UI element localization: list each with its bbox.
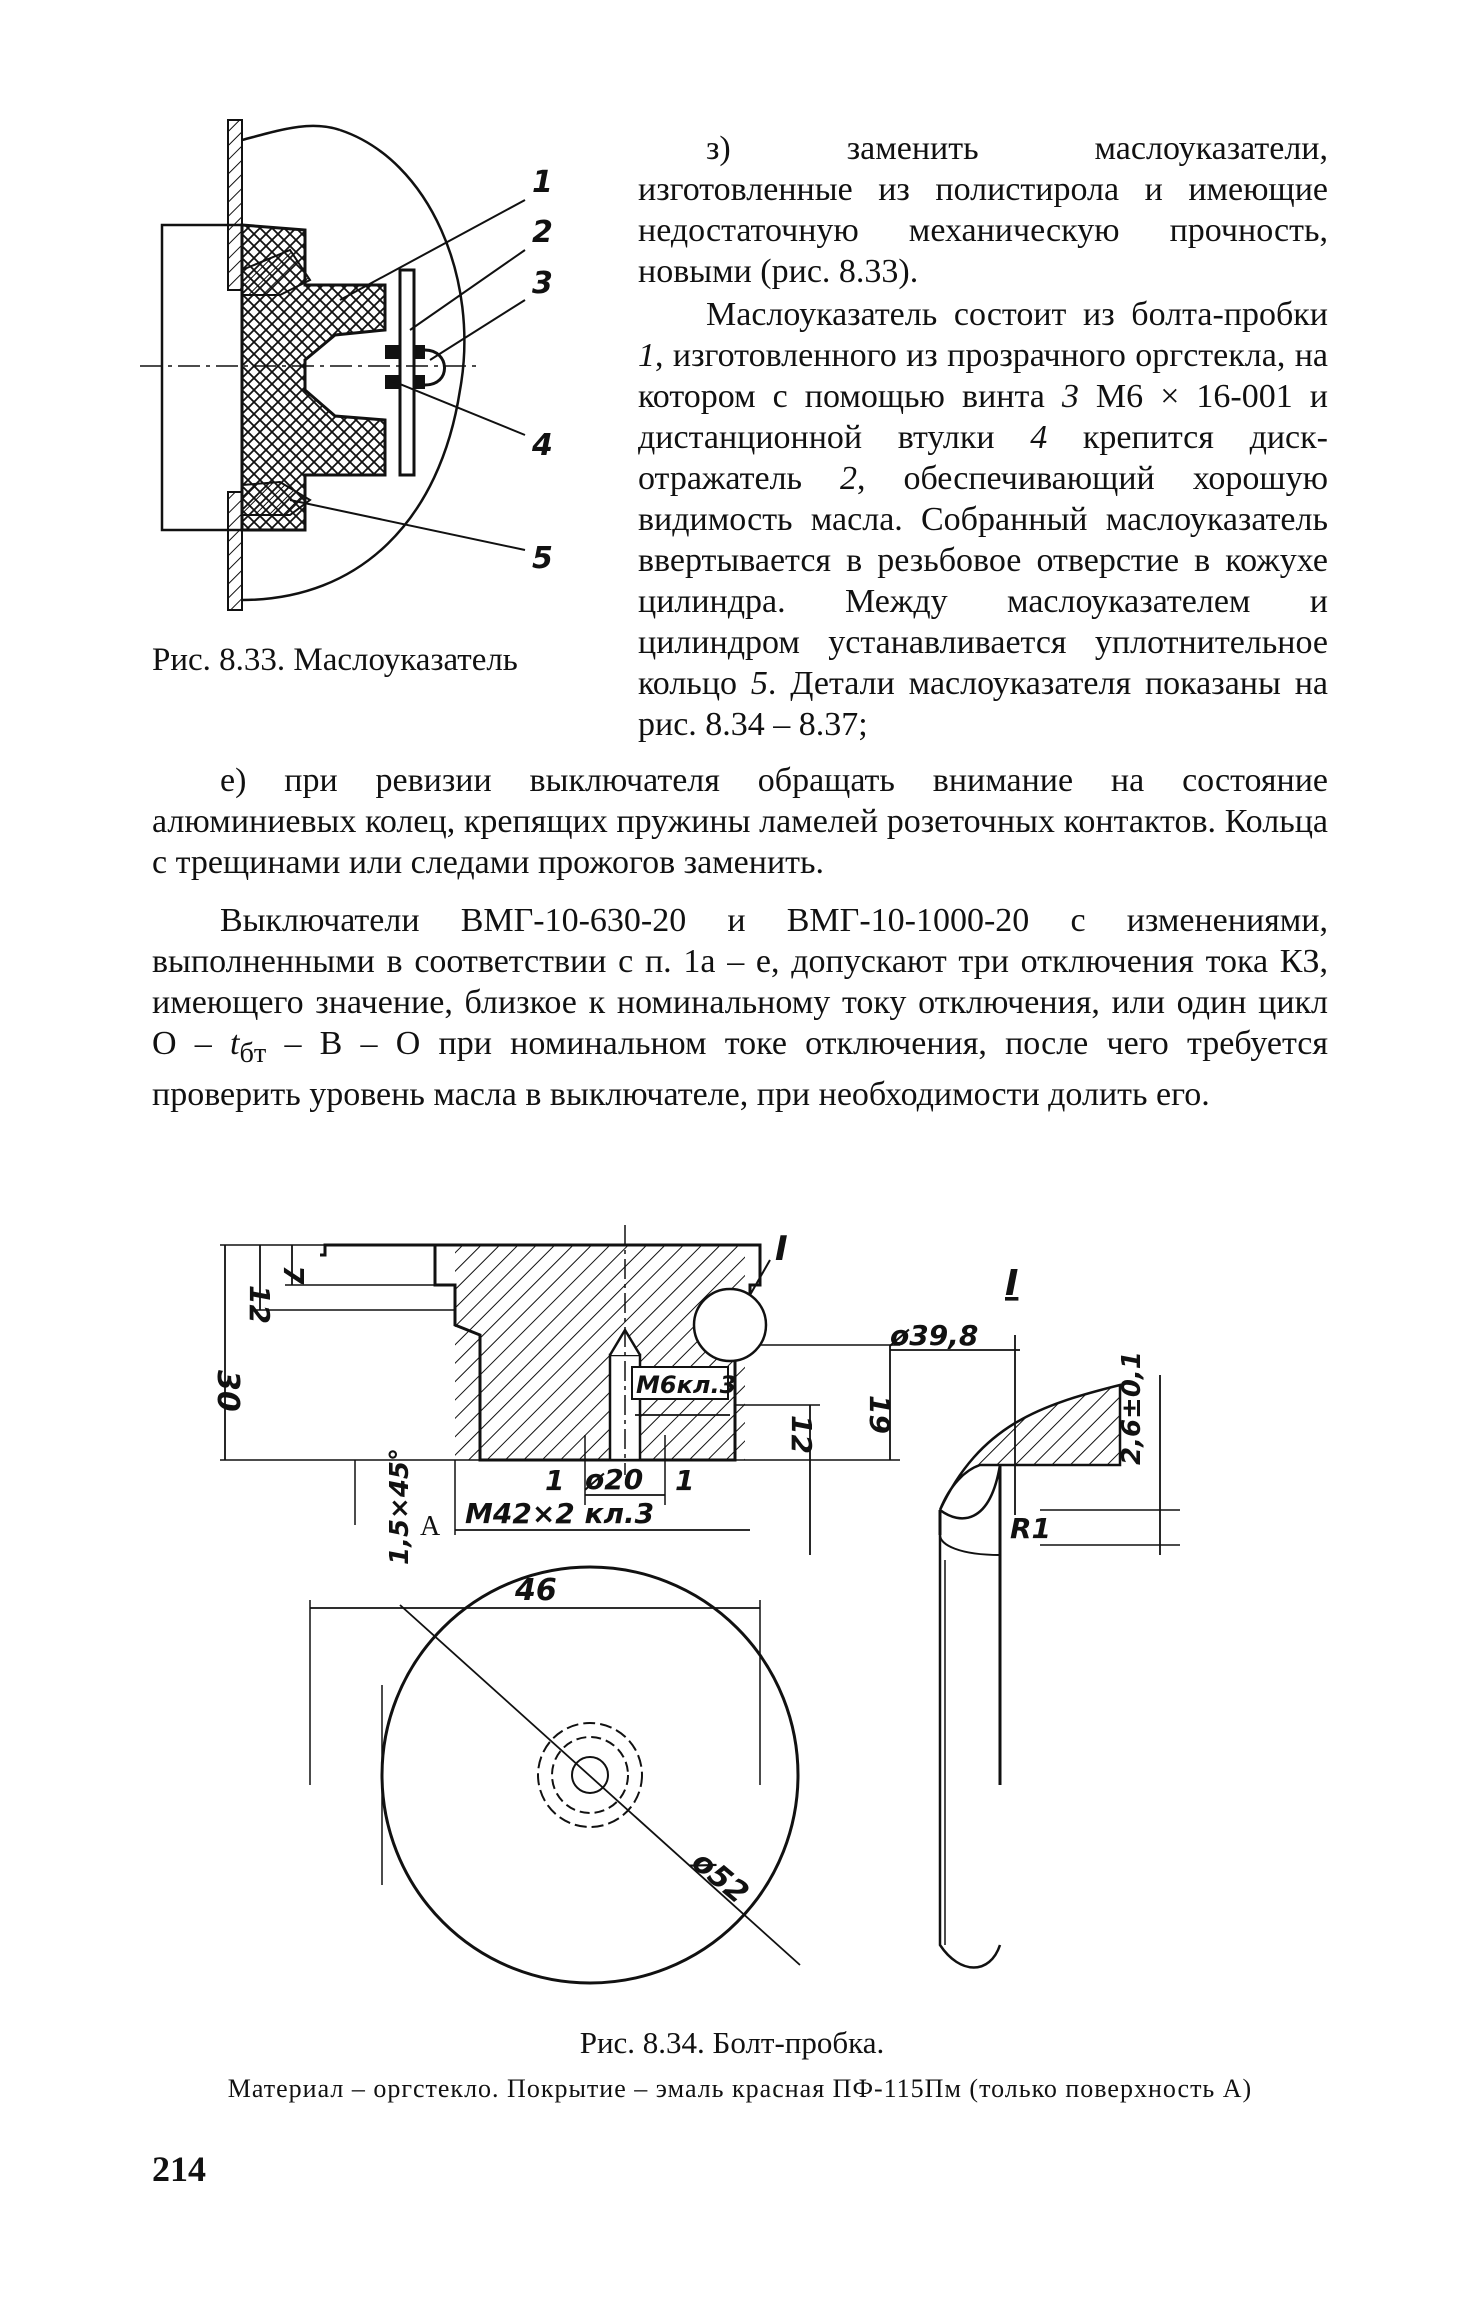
thread-m6-label: М6кл.3: [636, 1371, 737, 1399]
dim-r1: R1: [1010, 1512, 1052, 1545]
callout-1: 1: [532, 165, 553, 200]
item-e-paragraph: е) при ревизии выключателя обращать внимание на состояние алюминиевых колец, крепящих пружины ламелей розеточных контактов. Кольца с трещинами или следами прожогов заменить.: [152, 762, 1328, 881]
dim-1b: 1: [675, 1464, 695, 1497]
callout-4: 4: [532, 428, 553, 463]
dim-7: 7: [277, 1265, 310, 1285]
ref-number: 2: [840, 460, 857, 497]
text-run: крепится диск-отражатель: [638, 419, 1328, 497]
t-symbol: t: [229, 1025, 240, 1062]
oil-indicator-paragraph: [638, 294, 1328, 745]
figure-8-34-note: Материал – оргстекло. Покрытие – эмаль красная ПФ-115Пм (только поверхность А): [227, 2074, 1253, 2103]
t-subscript: бт: [239, 1037, 267, 1069]
dim-phi52: ø52: [684, 1844, 756, 1912]
thread-m42-label: М42×2 кл.3: [465, 1497, 655, 1530]
dim-46: 46: [515, 1573, 557, 1608]
text-run: Выключатели ВМГ-10-630-20 и ВМГ-10-1000-20 с изменениями, выполненными в соответствии с п. 1а – е, допускают три отключения тока КЗ, имеющего значение, близкое к номинальному току отключения, или один цикл О –: [152, 902, 1328, 1062]
text-run: Маслоуказатель состоит из болта-пробки: [706, 296, 1328, 333]
ref-number: 5: [750, 665, 768, 702]
dim-2-6: 2,6±0,1: [1117, 1351, 1147, 1465]
callout-2: 2: [532, 215, 553, 250]
item-z-paragraph: з) заменить маслоуказатели, изготовленные из полистирола и имеющие недостаточную механическую прочность, новыми (рис. 8.33).: [638, 130, 1328, 290]
page-number: 214: [152, 2149, 206, 2189]
figure-8-33-caption: Рис. 8.33. Маслоуказатель: [152, 642, 518, 678]
ref-number: 1: [638, 337, 655, 374]
text-run: , обеспечивающий хорошую видимость масла. Собранный маслоуказатель ввертывается в резьбовое отверстие в кожухе цилиндра. Между маслоуказателем и цилиндром устанавливается уплотнительное кольцо: [638, 460, 1328, 702]
text-run: , изготовленного из прозрачного оргстекла, на котором с помощью винта: [638, 337, 1328, 415]
callout-3: 3: [532, 266, 553, 301]
dim-12: 12: [243, 1285, 276, 1324]
text-run: М6 × 16-001 и дистанционной втулки: [638, 378, 1328, 456]
dim-12b: 12: [785, 1415, 818, 1454]
dim-phi20: ø20: [585, 1463, 644, 1496]
dim-1a: 1: [545, 1464, 565, 1497]
ref-number: 4: [1030, 419, 1048, 456]
detail-ref-mark: I: [775, 1229, 788, 1269]
dim-19: 19: [863, 1395, 896, 1434]
callout-5: 5: [532, 541, 553, 576]
dim-30: 30: [210, 1370, 245, 1412]
surface-a-label: А: [420, 1511, 441, 1542]
text-run: – В – О при номинальном токе отключения, после чего требуется проверить уровень масла в выключателе, при необходимости долить его.: [152, 1025, 1328, 1113]
figure-8-34-caption: Рис. 8.34. Болт-пробка.: [579, 2025, 885, 2060]
detail-title: I: [1005, 1263, 1019, 1304]
vmg-paragraph: [152, 900, 1328, 1115]
ref-number: 3: [1061, 378, 1079, 415]
text-run: . Детали маслоуказателя показаны на рис. 8.34 – 8.37;: [638, 665, 1328, 743]
dim-phi39: ø39,8: [890, 1319, 979, 1352]
figure-8-34-drawing: [210, 1225, 1220, 2015]
figure-8-33-drawing: [140, 120, 600, 620]
dim-chamfer: 1,5×45°: [385, 1447, 415, 1565]
